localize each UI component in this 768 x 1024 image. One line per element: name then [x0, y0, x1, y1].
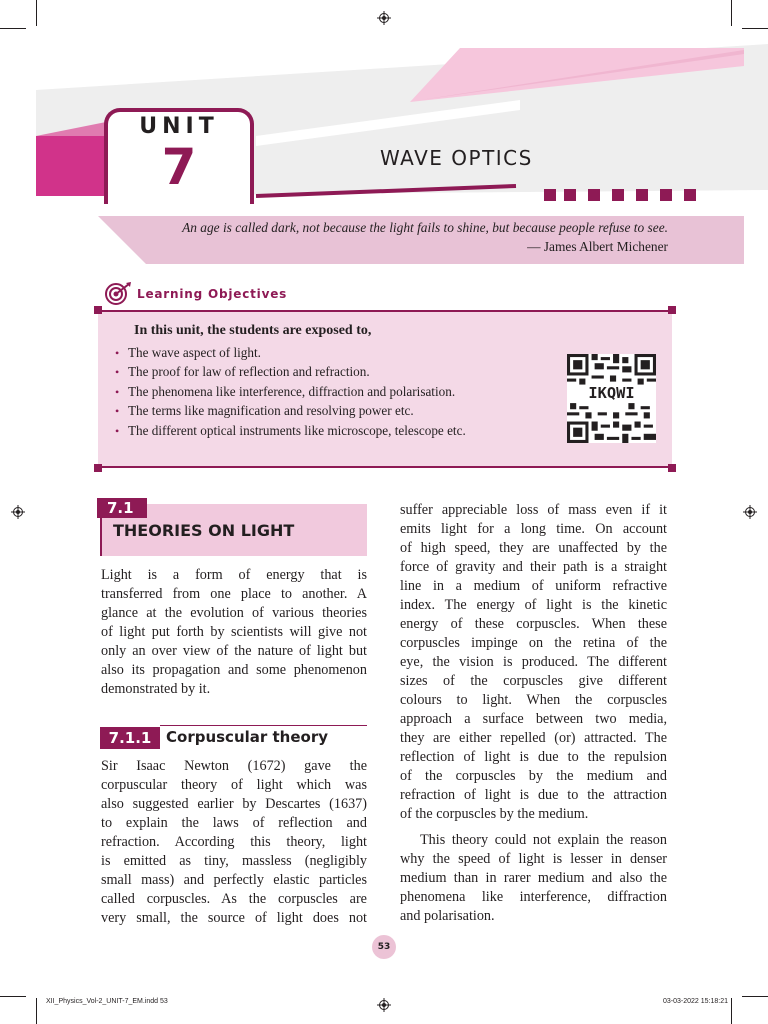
- body-line: corpuscular theory of light which was: [101, 777, 367, 793]
- objective-item: The different optical instruments like microscope, telescope etc.: [128, 423, 466, 438]
- body-line: Light is a form of energy that is: [101, 567, 367, 583]
- crop-mark: [731, 0, 732, 26]
- footer-timestamp: 03-03-2022 15:18:21: [663, 998, 728, 1005]
- crop-mark: [742, 996, 768, 997]
- objective-item: The wave aspect of light.: [128, 345, 261, 360]
- bullet-icon: •: [115, 365, 120, 379]
- quote-author: — James Albert Michener: [527, 239, 668, 254]
- body-line: This theory could not explain the reason: [420, 832, 667, 848]
- crop-mark: [742, 28, 768, 29]
- crop-mark: [0, 28, 26, 29]
- bullet-icon: •: [115, 346, 120, 360]
- body-line: of the corpuscles by the medium.: [400, 806, 589, 822]
- decor-square: [564, 189, 576, 201]
- subsection-number: 7.1.1: [100, 727, 160, 749]
- body-line: force of gravity and their path is a straight: [400, 559, 667, 575]
- objective-item: The phenomena like interference, diffraction and polarisation.: [128, 384, 456, 399]
- body-line: of light put forth by scientists will give not: [101, 624, 367, 640]
- page-number: 53: [372, 935, 396, 959]
- body-line: very small, the source of light does not: [101, 910, 367, 926]
- body-line: phenomena like interference, diffraction: [400, 889, 667, 905]
- registration-mark-icon: [377, 11, 391, 25]
- qr-code[interactable]: [567, 354, 656, 443]
- objective-item: The proof for law of reflection and refraction.: [128, 364, 370, 379]
- body-line: transferred from one place to another. A: [101, 586, 367, 602]
- decor-square: [588, 189, 600, 201]
- learning-objectives-intro: In this unit, the students are exposed to,: [134, 323, 372, 338]
- body-line: only an over view of the nature of light but: [101, 643, 367, 659]
- body-line: reflection of light is due to the repulsion: [400, 749, 667, 765]
- body-line: they are either repelled (or) attracted. The: [400, 730, 667, 746]
- qr-code-label: IKQWI: [588, 383, 635, 402]
- body-line: also suggested earlier by Descartes (1637): [101, 796, 367, 812]
- box-corner-dot: [94, 464, 102, 472]
- decor-square: [660, 189, 672, 201]
- body-line: emits light for a long time. On account: [400, 521, 667, 537]
- body-line: refraction of light is due to the attraction: [400, 787, 667, 803]
- body-line: energy of these corpuscles. When these: [400, 616, 667, 632]
- registration-mark-icon: [377, 998, 391, 1012]
- body-line: of high speed, they are unaffected by the: [400, 540, 667, 556]
- body-line: sizes of the corpuscles give different: [400, 673, 667, 689]
- bullet-icon: •: [115, 404, 120, 418]
- body-line: approach a surface between two media,: [400, 711, 667, 727]
- body-line: line in a medium of uniform refractive: [400, 578, 667, 594]
- learning-objectives-heading: Learning Objectives: [137, 287, 288, 301]
- target-icon: [104, 282, 132, 306]
- body-line: corpuscles impinge on the retina of the: [400, 635, 667, 651]
- quote-text: An age is called dark, not because the light fails to shine, but because people refuse to see.: [182, 220, 668, 235]
- subsection-rule: [160, 725, 367, 726]
- box-corner-dot: [94, 306, 102, 314]
- decor-square: [684, 189, 696, 201]
- section-number: 7.1: [97, 498, 147, 518]
- body-line: medium than in rarer medium and also the: [400, 870, 667, 886]
- box-corner-dot: [668, 464, 676, 472]
- bullet-icon: •: [115, 385, 120, 399]
- body-line: called corpuscles. As the corpuscles are: [101, 891, 367, 907]
- unit-title: WAVE OPTICS: [380, 146, 533, 170]
- footer-file: XII_Physics_Vol-2_UNIT-7_EM.indd 53: [46, 998, 168, 1005]
- bullet-icon: •: [115, 424, 120, 438]
- body-line: colours to light. When the corpuscles: [400, 692, 667, 708]
- unit-number: 7: [161, 138, 197, 196]
- unit-badge: [104, 108, 254, 204]
- body-line: index. The energy of light is the kinetic: [400, 597, 667, 613]
- body-line: also its propagation and some phenomenon: [101, 662, 367, 678]
- registration-mark-icon: [743, 505, 757, 519]
- objective-item: The terms like magnification and resolving power etc.: [128, 403, 414, 418]
- box-corner-dot: [668, 306, 676, 314]
- section-title: THEORIES ON LIGHT: [113, 521, 295, 540]
- crop-mark: [731, 998, 732, 1024]
- body-line: is emitted as tiny, massless (negligibly: [101, 853, 367, 869]
- unit-label: UNIT: [139, 114, 219, 139]
- body-line: glance at the evolution of various theories: [101, 605, 367, 621]
- decor-square: [636, 189, 648, 201]
- crop-mark: [36, 998, 37, 1024]
- crop-mark: [36, 0, 37, 26]
- body-line: small mass) and perfectly elastic particles: [101, 872, 367, 888]
- body-line: eye, the vision is produced. The different: [400, 654, 667, 670]
- body-line: refraction. According this theory, light: [101, 834, 367, 850]
- body-line: demonstrated by it.: [101, 681, 211, 697]
- body-line: Sir Isaac Newton (1672) gave the: [101, 758, 367, 774]
- decor-square: [544, 189, 556, 201]
- body-line: to explain the laws of reflection and: [101, 815, 367, 831]
- subsection-title: Corpuscular theory: [166, 728, 329, 746]
- registration-mark-icon: [11, 505, 25, 519]
- decor-square: [612, 189, 624, 201]
- body-line: suffer appreciable loss of mass even if it: [400, 502, 667, 518]
- body-line: why the speed of light is lesser in denser: [400, 851, 667, 867]
- body-line: of the corpuscles by the medium and: [400, 768, 667, 784]
- body-line: and polarisation.: [400, 908, 495, 924]
- crop-mark: [0, 996, 26, 997]
